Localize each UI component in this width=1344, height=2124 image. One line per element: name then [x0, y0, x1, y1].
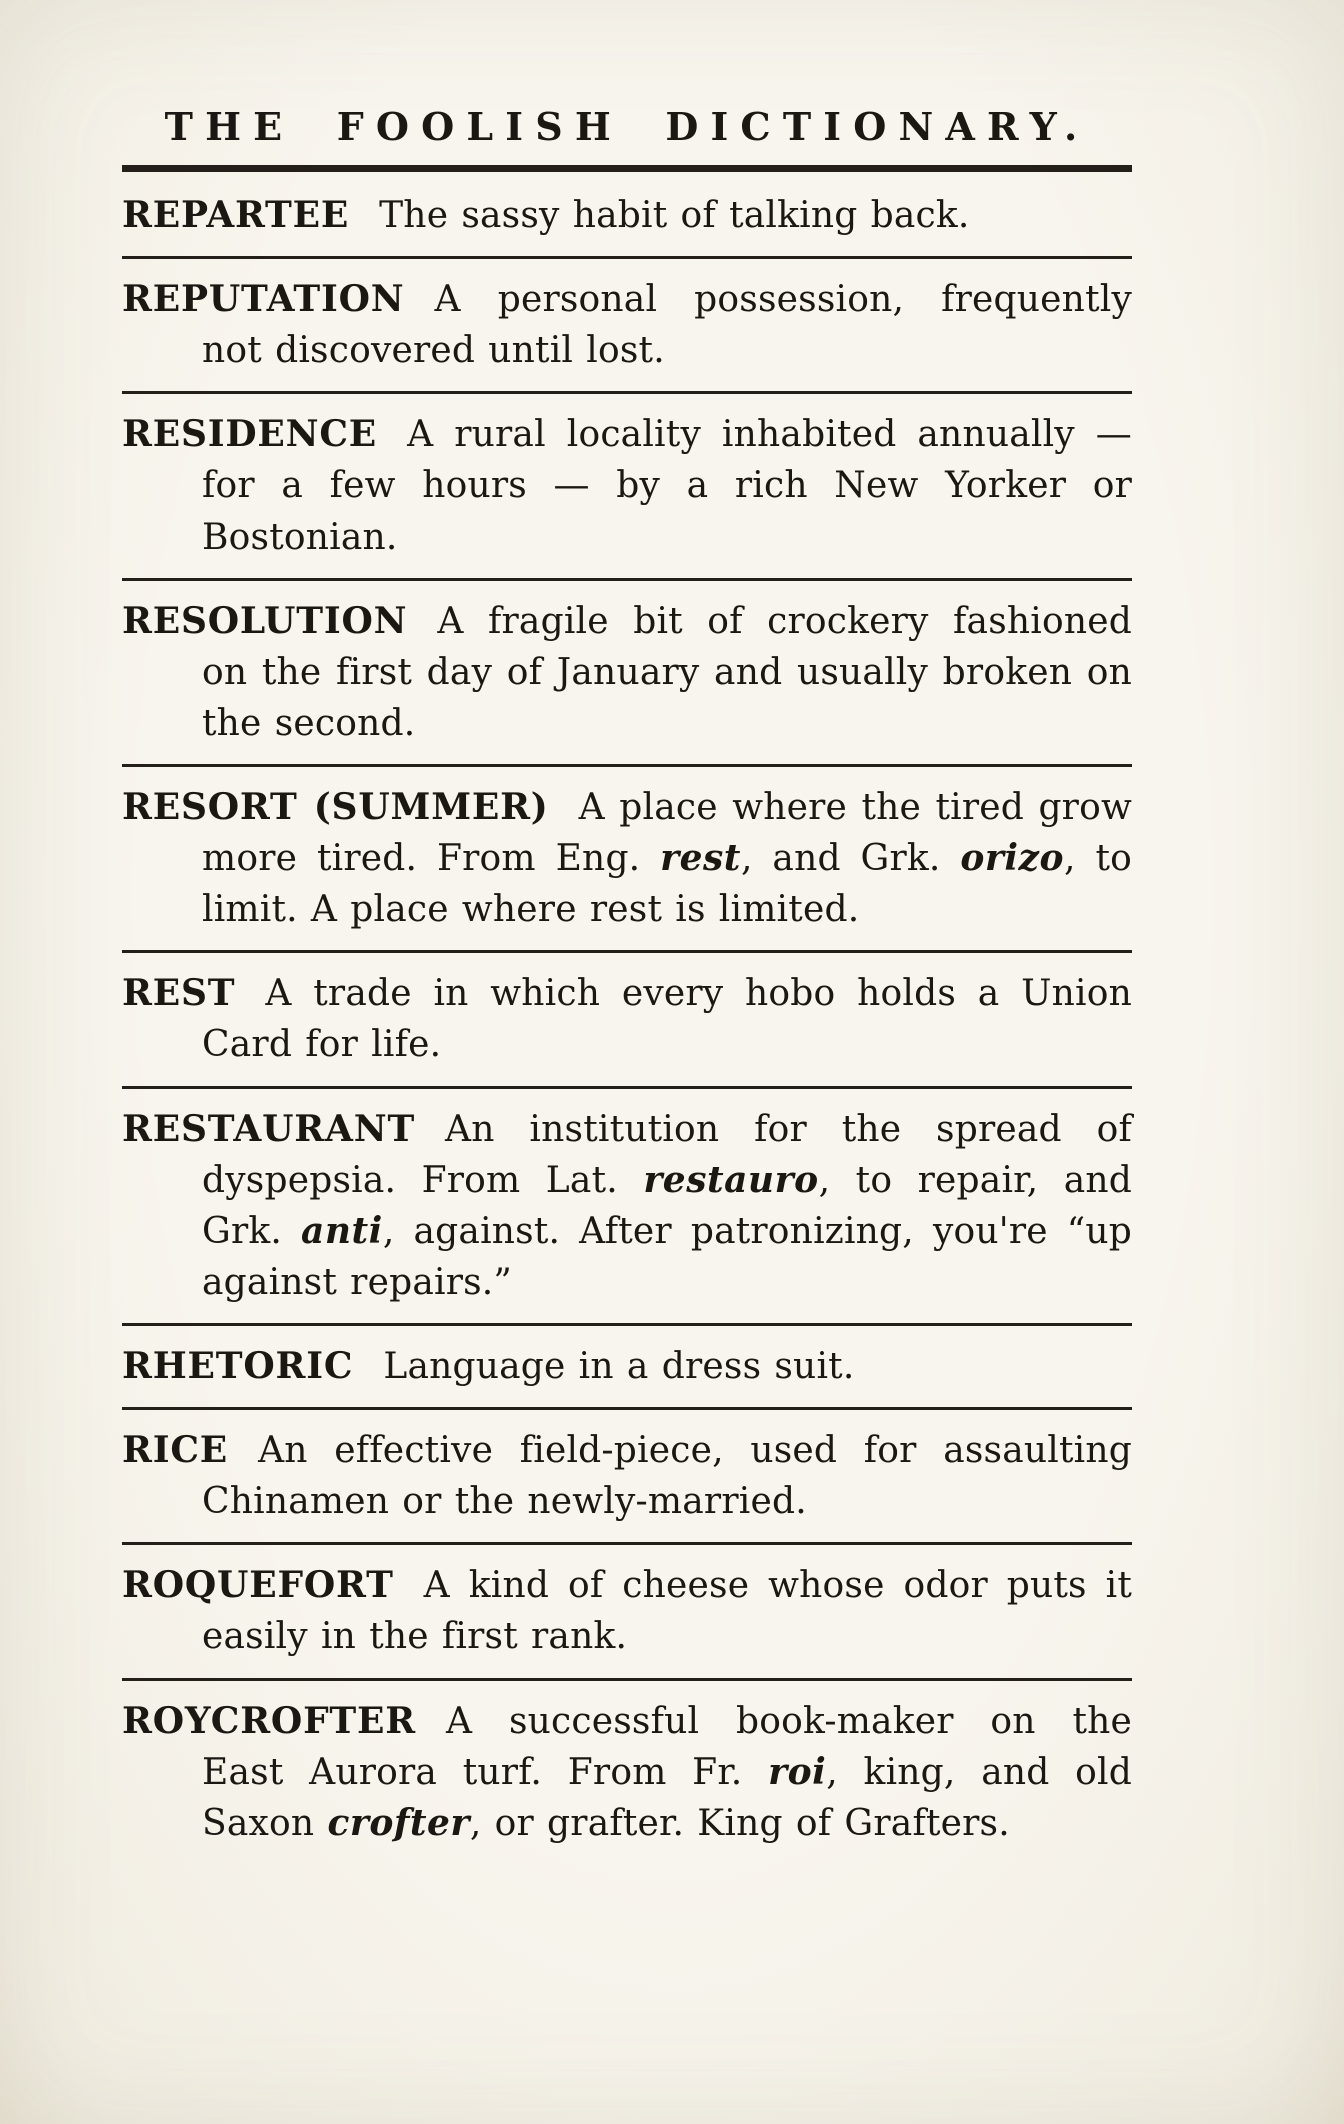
dictionary-entry: [122, 1104, 1132, 1308]
entry-headword: REPUTATION: [122, 278, 405, 321]
definition-text: A personal possession, frequently not discovered until lost.: [202, 279, 1132, 372]
entry-divider: [122, 950, 1132, 953]
etymology-word: anti: [301, 1209, 383, 1252]
definition-text: Language in a dress suit.: [383, 1345, 855, 1387]
dictionary-entry: [122, 782, 1132, 935]
entry-headword: RESTAURANT: [122, 1107, 416, 1150]
page-header: [122, 104, 1132, 172]
entry-text: [122, 1696, 1132, 1849]
entry-text: [122, 968, 1132, 1070]
entry-headword: ROYCROFTER: [122, 1699, 416, 1742]
entries: [122, 190, 1132, 1849]
entry-headword: REPARTEE: [122, 194, 350, 236]
entry-text: [122, 1104, 1132, 1308]
dictionary-entry: [122, 596, 1132, 749]
dictionary-entry: [122, 1696, 1132, 1849]
etymology-word: orizo: [960, 837, 1064, 880]
entry-headword: RESORT (SUMMER): [122, 785, 549, 828]
entry-divider: [122, 1086, 1132, 1089]
entry-headword: ROQUEFORT: [122, 1564, 394, 1607]
entry-divider: [122, 1542, 1132, 1545]
entry-headword: RHETORIC: [122, 1344, 354, 1387]
entry-text: [122, 1425, 1132, 1527]
entry-headword: RESIDENCE: [122, 413, 378, 456]
entry-text: [122, 409, 1132, 562]
entry-text: [122, 782, 1132, 935]
entry-divider: [122, 256, 1132, 259]
entry-divider: [122, 391, 1132, 394]
entry-divider: [122, 578, 1132, 581]
definition-text: , to limit. A place where rest is limited.: [202, 838, 1132, 931]
entry-text: [122, 274, 1132, 376]
page-title: THE FOOLISH DICTIONARY.: [164, 104, 1090, 149]
dictionary-entry: [122, 1560, 1132, 1662]
definition-text: A trade in which every hobo holds a Union Card for life.: [202, 973, 1132, 1066]
entry-text: [122, 1341, 1132, 1392]
entry-headword: RESOLUTION: [122, 599, 408, 642]
title-rule: [122, 165, 1132, 172]
entry-headword: RICE: [122, 1429, 229, 1472]
definition-text: , against. After patronizing, you're “up against repairs.”: [202, 1210, 1132, 1303]
entry-divider: [122, 764, 1132, 767]
dictionary-entry: [122, 1341, 1132, 1392]
definition-text: An institution for the spread of dyspepsia. From Lat.: [202, 1108, 1132, 1201]
definition-text: , king, and old Saxon: [202, 1751, 1132, 1844]
definition-text: A rural locality inhabited annually — for a few hours — by a rich New Yorker or Bostonian.: [202, 414, 1132, 558]
entry-divider: [122, 1678, 1132, 1681]
entry-divider: [122, 1323, 1132, 1326]
dictionary-entry: [122, 1425, 1132, 1527]
dictionary-entry: [122, 274, 1132, 376]
dictionary-entry: [122, 190, 1132, 241]
entry-divider: [122, 1407, 1132, 1410]
etymology-word: rest: [660, 837, 741, 880]
definition-text: , to repair, and Grk.: [202, 1159, 1132, 1252]
entry-text: [122, 1560, 1132, 1662]
entry-text: [122, 596, 1132, 749]
dictionary-entry: [122, 968, 1132, 1070]
definition-text: , and Grk.: [740, 838, 961, 880]
etymology-word: roi: [768, 1750, 827, 1793]
etymology-word: restauro: [643, 1158, 819, 1201]
etymology-word: crofter: [327, 1801, 470, 1844]
definition-text: A successful book-maker on the East Aurora turf. From Fr.: [202, 1700, 1132, 1793]
entry-text: [122, 190, 1132, 241]
entry-headword: REST: [122, 972, 236, 1015]
definition-text: A kind of cheese whose odor puts it easily in the first rank.: [202, 1565, 1132, 1658]
definition-text: A place where the tired grow more tired. From Eng.: [202, 786, 1132, 880]
dictionary-entry: [122, 409, 1132, 562]
definition-text: A fragile bit of crockery fashioned on the first day of January and usually broken on the second.: [202, 600, 1132, 744]
definition-text: , or grafter. King of Grafters.: [469, 1802, 1010, 1844]
definition-text: The sassy habit of talking back.: [379, 195, 970, 236]
definition-text: An effective field-piece, used for assaulting Chinamen or the newly-married.: [202, 1430, 1132, 1523]
